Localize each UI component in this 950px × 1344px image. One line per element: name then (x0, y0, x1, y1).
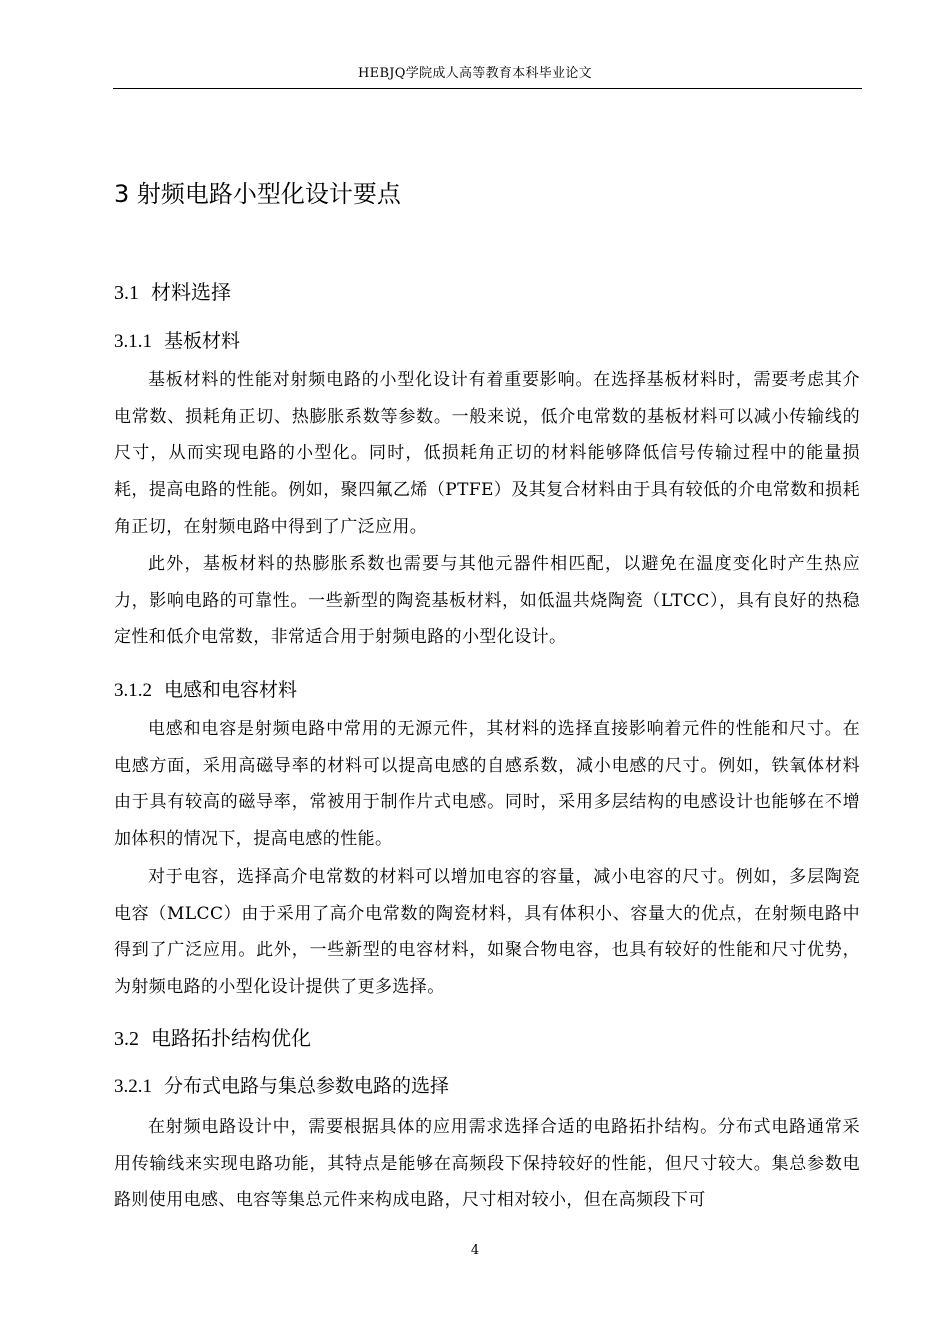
page-number: 4 (470, 1243, 480, 1258)
paragraph: 电感和电容是射频电路中常用的无源元件，其材料的选择直接影响着元件的性能和尺寸。在电感方面，采用高磁导率的材料可以提高电感的自感系数，减小电感的尺寸。例如，铁氧体材料由于具有较高的磁导率，常被用于制作片式电感。同时，采用多层结构的电感设计也能够在不增加体积的情况下，提高电感的性能。 (114, 719, 860, 850)
subsection-heading-3-1-2 (114, 675, 297, 702)
subsection-title: 分布式电路与集总参数电路的选择 (164, 1075, 450, 1097)
subsection-title: 基板材料 (164, 330, 241, 352)
section-heading-3-1 (114, 276, 231, 305)
section-number: 3.2 (114, 1028, 139, 1050)
subsection-heading-3-2-1 (114, 1071, 449, 1098)
section-heading-3-2 (114, 1022, 311, 1051)
subsection-number: 3.1.2 (114, 680, 152, 701)
subsection-title: 电感和电容材料 (164, 679, 298, 701)
subsection-number: 3.2.1 (114, 1076, 152, 1097)
section-title: 材料选择 (151, 280, 231, 304)
section-number: 3.1 (114, 282, 139, 304)
chapter-heading: 3 射频电路小型化设计要点 (114, 180, 401, 208)
subsection-heading-3-1-1 (114, 326, 240, 353)
paragraph: 在射频电路设计中，需要根据具体的应用需求选择合适的电路拓扑结构。分布式电路通常采用传输线来实现电路功能，其特点是能够在高频段下保持较好的性能，但尺寸较大。集总参数电路则使用电感、电容等集总元件来构成电路，尺寸相对较小，但在高频段下可 (114, 1117, 860, 1211)
subsection-number: 3.1.1 (114, 331, 152, 352)
header-divider (113, 88, 862, 89)
paragraph: 此外，基板材料的热膨胀系数也需要与其他元器件相匹配，以避免在温度变化时产生热应力，影响电路的可靠性。一些新型的陶瓷基板材料，如低温共烧陶瓷（LTCC），具有良好的热稳定性和低介电常数，非常适合用于射频电路的小型化设计。 (114, 554, 860, 648)
paragraph: 对于电容，选择高介电常数的材料可以增加电容的容量，减小电容的尺寸。例如，多层陶瓷电容（MLCC）由于采用了高介电常数的陶瓷材料，具有体积小、容量大的优点，在射频电路中得到了广泛应用。此外，一些新型的电容材料，如聚合物电容，也具有较好的性能和尺寸优势，为射频电路的小型化设计提供了更多选择。 (114, 867, 860, 998)
paragraph: 基板材料的性能对射频电路的小型化设计有着重要影响。在选择基板材料时，需要考虑其介电常数、损耗角正切、热膨胀系数等参数。一般来说，低介电常数的基板材料可以减小传输线的尺寸，从而实现电路的小型化。同时，低损耗角正切的材料能够降低信号传输过程中的能量损耗，提高电路的性能。例如，聚四氟乙烯（PTFE）及其复合材料由于具有较低的介电常数和损耗角正切，在射频电路中得到了广泛应用。 (114, 370, 860, 537)
section-title: 电路拓扑结构优化 (151, 1026, 311, 1050)
running-header: HEBJQ学院成人高等教育本科毕业论文 (358, 66, 592, 81)
